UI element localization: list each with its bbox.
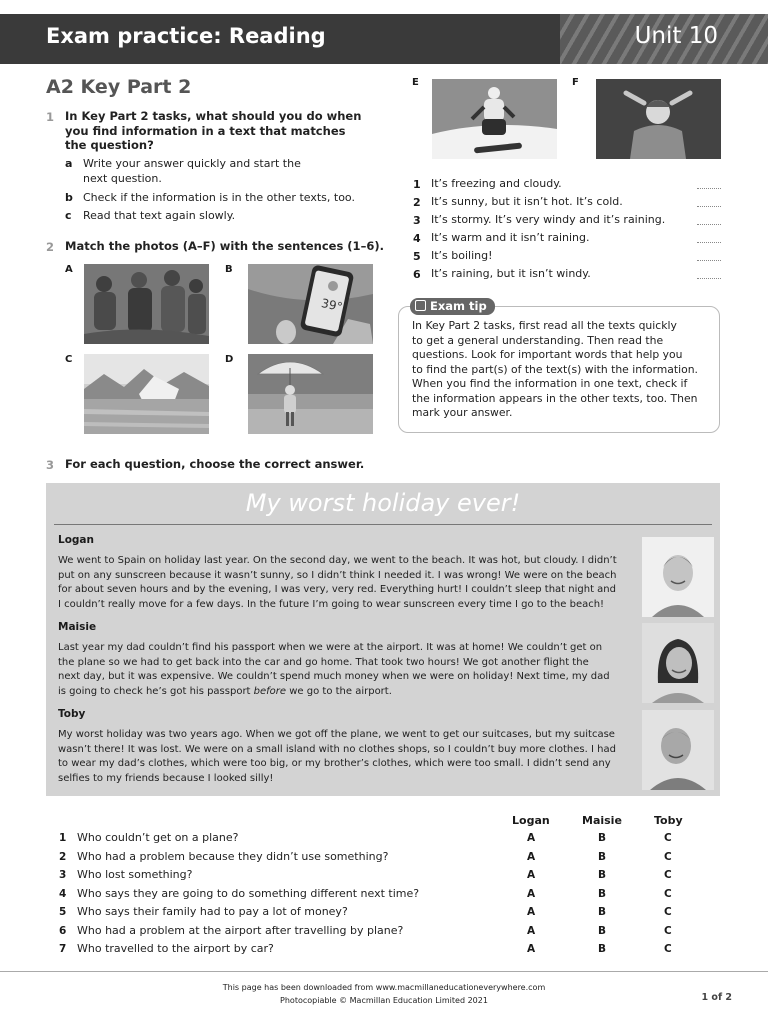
text-line: next day, but it was expensive. We couldn’t spend much money when we were on holiday! Next time, my dad [58,671,610,683]
unit-label: Unit 10 [634,23,718,49]
text-line [58,685,633,700]
sentence-text: It’s warm and it isn’t raining. [431,231,590,244]
photo-snowboarder [432,79,557,159]
question-number: 5 [59,906,67,918]
photo-group-dancing [84,264,209,344]
answer-option[interactable]: C [664,832,672,844]
option-letter: b [65,191,73,204]
question-3-text: For each question, choose the correct answer. [65,457,365,471]
question-line: the question? [65,138,154,152]
question-number: 4 [59,887,67,900]
divider [54,524,712,525]
text-line: the plane so we had to get back into the car and go home. That took two hours! We got another flight the [58,656,589,668]
person-text-toby [58,728,633,786]
person-name-logan: Logan [58,534,94,546]
option-text: Read that text again slowly. [83,209,236,222]
text-line: We went to Spain on holiday last year. On the second day, we went to the beach. It was hot, but cloudy. I didn’t [58,555,617,566]
photo-icy-lake [84,354,209,434]
page-header [0,14,768,64]
answer-option[interactable]: B [598,869,607,881]
photo-letter: D [225,354,234,365]
text-line: Last year my dad couldn’t find his passport when we were at the airport. It was at home! We couldn’t get on [58,642,603,653]
text-line: I couldn’t really move for a few days. In the future I’m going to wear sunscreen every time I go to the beach! [58,598,605,610]
column-header-toby: Toby [654,814,683,827]
sentence-number: 2 [413,196,421,209]
question-text: Who says they are going to do something different next time? [77,886,420,900]
question-1-text [65,109,361,153]
text-segment: is going to check he’s got his passport [58,685,254,697]
answer-blank[interactable] [697,260,721,261]
section-title: A2 Key Part 2 [46,76,192,98]
tip-line: mark your answer. [412,406,513,419]
exam-tip-title: Exam tip [430,299,487,313]
photo-letter: A [65,264,73,275]
answer-option[interactable]: B [598,887,607,900]
question-text: Who couldn’t get on a plane? [77,831,239,844]
person-name-maisie: Maisie [58,621,97,633]
person-name-toby: Toby [58,708,86,720]
answer-blank[interactable] [697,278,721,279]
answer-option[interactable]: A [527,887,536,900]
answer-option[interactable]: B [598,832,607,844]
answer-option[interactable]: B [598,906,607,918]
tip-line: In Key Part 2 tasks, first read all the texts quickly [412,319,677,332]
sentence-number: 5 [413,250,421,263]
photo-phone-weather [248,264,373,344]
question-text: Who had a problem at the airport after travelling by plane? [77,923,404,937]
footer-copyright: Photocopiable © Macmillan Education Limited 2021 [280,996,488,1005]
question-number: 1 [59,832,67,844]
text-segment: we go to the airport. [286,685,392,697]
photo-letter: B [225,264,233,275]
answer-option[interactable]: C [664,943,672,955]
sentence-text: It’s raining, but it isn’t windy. [431,267,591,280]
sentence-number: 3 [413,214,421,227]
text-line: My worst holiday was two years ago. When we got off the plane, we went to get our suitcases, but my suitcase [58,729,615,740]
reading-title: My worst holiday ever! [245,489,521,517]
page-number: 1 of 2 [701,992,732,1003]
sentence-text: It’s freezing and cloudy. [431,177,562,190]
answer-option[interactable]: A [527,943,536,955]
exam-tip-text [412,319,712,421]
text-line: put on any sunscreen because it wasn’t sunny, so I didn’t think I needed it. I was wrong! We were on the beach [58,569,617,581]
footer-download-note: This page has been downloaded from www.macmillaneducationeverywhere.com [222,983,546,992]
tip-line: When you find the information in one text, check if [412,377,688,390]
reading-panel [46,483,720,796]
question-number: 3 [46,458,55,472]
question-number: 7 [59,943,67,955]
answer-blank[interactable] [697,206,721,207]
answer-option[interactable]: A [527,924,536,937]
answer-option[interactable]: B [598,924,607,937]
photo-letter: F [572,77,579,88]
option-text: Check if the information is in the other texts, too. [83,191,355,204]
exam-tip-label [410,298,495,315]
sentence-number: 1 [413,178,421,191]
answer-option[interactable]: B [598,943,607,955]
checkbox-icon [415,300,426,311]
question-text: Who says their family had to pay a lot of money? [77,905,348,918]
sentence-text: It’s boiling! [431,249,493,262]
answer-option[interactable]: A [527,832,536,844]
text-line: selfies to my friends because I looked silly! [58,772,274,784]
option-letter: c [65,209,72,222]
question-line: you find information in a text that matches [65,123,346,138]
question-text: Who lost something? [77,868,193,881]
question-text: Who travelled to the airport by car? [77,942,274,955]
question-number: 6 [59,924,67,937]
question-number: 3 [59,869,67,881]
option-line: next question. [83,171,162,185]
person-text-logan [58,554,633,612]
sentence-number: 6 [413,268,421,281]
portrait-toby [642,710,714,790]
text-line: for about seven hours and by the evening, I was very, very red. Everything hurt! I couldn’t sleep that night and [58,584,616,596]
answer-option[interactable]: C [664,887,672,900]
sentence-text: It’s sunny, but it isn’t hot. It’s cold. [431,195,623,208]
answer-option[interactable]: C [664,924,672,937]
sentence-text: It’s stormy. It’s very windy and it’s raining. [431,213,666,226]
answer-blank[interactable] [697,242,721,243]
photo-letter: E [412,77,419,88]
sentence-number: 4 [413,232,421,245]
question-number: 2 [46,240,55,254]
page-title: Exam practice: Reading [46,24,326,48]
question-text: Who had a problem because they didn’t use something? [77,849,389,863]
answer-option[interactable]: A [527,850,536,863]
option-line: Write your answer quickly and start the [83,157,301,170]
answer-option[interactable]: A [527,906,536,918]
photo-girl-umbrella [248,354,373,434]
emphasis: before [253,685,287,697]
answer-option[interactable]: A [527,869,536,881]
answer-option[interactable]: B [598,850,607,863]
tip-line: questions. Look for important words that help you [412,348,683,361]
answer-option[interactable]: C [664,906,672,918]
answer-option[interactable]: C [664,850,672,863]
answer-blank[interactable] [697,224,721,225]
tip-line: to find the part(s) of the text(s) with the information. [412,362,698,376]
photo-letter: C [65,354,73,365]
answer-blank[interactable] [697,188,721,189]
photo-boy-on-grass [596,79,721,159]
question-number: 2 [59,850,67,863]
question-2-text: Match the photos (A–F) with the sentences (1–6). [65,239,384,253]
option-text [83,157,301,186]
text-line: to wear my dad’s clothes, which were too big, or my brother’s clothes, which were too small. I didn’t send any [58,758,611,770]
text-line: wasn’t there! It was lost. We were on a small island with no clothes shops, so I couldn’t buy more clothes. I had [58,743,616,755]
footer-divider [0,971,768,972]
question-line: In Key Part 2 tasks, what should you do when [65,109,362,123]
portrait-maisie [642,623,714,703]
tip-line: the information appears in the other texts, too. Then [412,391,698,405]
option-letter: a [65,157,73,170]
person-text-maisie [58,641,633,699]
question-number: 1 [46,110,55,124]
column-header-logan: Logan [512,814,550,827]
column-header-maisie: Maisie [582,814,622,827]
phone-temperature: 39° [320,296,344,315]
answer-option[interactable]: C [664,869,672,881]
tip-line: to get a general understanding. Then read the [412,333,664,347]
portrait-logan [642,537,714,617]
